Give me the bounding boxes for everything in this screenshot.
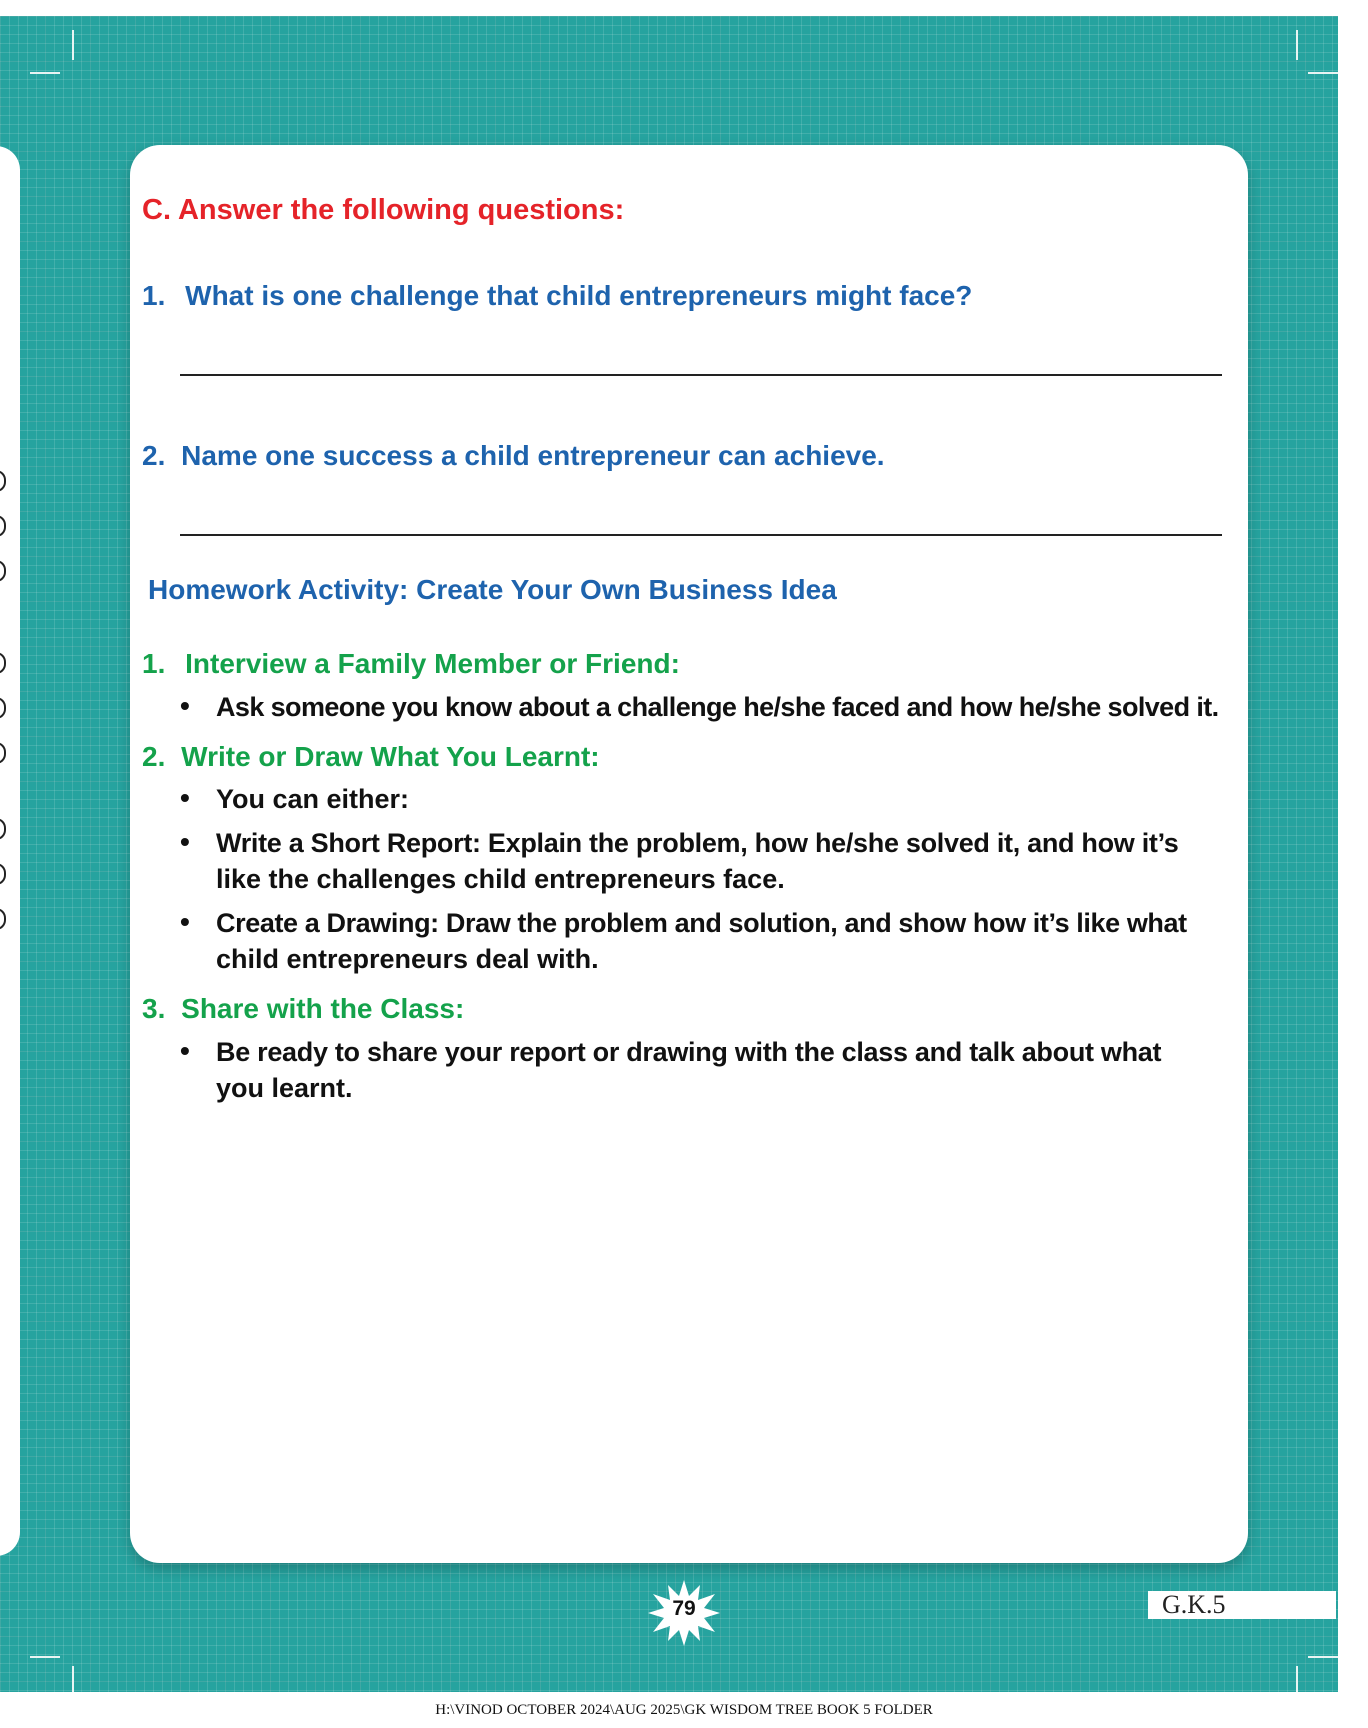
step-number: 3.	[142, 993, 166, 1024]
bullet-icon: •	[180, 782, 190, 813]
question-number: 1.	[142, 280, 166, 311]
crop-mark	[1308, 1656, 1338, 1658]
step-3-bullet-1-line-1: Be ready to share your report or drawing with the class and talk about what	[216, 1037, 1162, 1067]
answer-line-1[interactable]	[180, 374, 1222, 376]
crop-mark	[72, 1666, 74, 1692]
homework-title: Homework Activity: Create Your Own Business Idea	[148, 574, 837, 605]
file-path-footer: H:\VINOD OCTOBER 2024\AUG 2025\GK WISDOM TREE BOOK 5 FOLDER	[435, 1702, 933, 1718]
step-2-bullet-3-line-2: child entrepreneurs deal with.	[216, 944, 599, 974]
question-text: Name one success a child entrepreneur can achieve.	[181, 440, 885, 471]
crop-mark	[1296, 1666, 1298, 1692]
step-1-title	[142, 648, 680, 680]
adjacent-page-edge	[0, 146, 20, 1556]
step-title: Interview a Family Member or Friend:	[185, 648, 680, 679]
crop-mark	[72, 30, 74, 60]
crop-mark	[30, 1656, 60, 1658]
book-label: G.K.5	[1162, 1590, 1226, 1619]
bullet-icon: •	[180, 826, 190, 857]
step-3-bullet-1-line-2: you learnt.	[216, 1073, 353, 1103]
step-3-title	[142, 993, 464, 1025]
crop-mark	[1296, 30, 1298, 60]
step-title: Share with the Class:	[181, 993, 465, 1024]
section-c-heading: C. Answer the following questions:	[142, 194, 625, 226]
step-title: Write or Draw What You Learnt:	[181, 741, 600, 772]
step-number: 2.	[142, 741, 166, 772]
answer-line-2[interactable]	[180, 534, 1222, 536]
question-2	[142, 440, 885, 472]
step-number: 1.	[142, 648, 166, 679]
step-2-bullet-2-line-1: Write a Short Report: Explain the problem, how he/she solved it, and how it’s	[216, 828, 1179, 858]
step-2-bullet-2-line-2: like the challenges child entrepreneurs face.	[216, 864, 785, 894]
step-2-bullet-1: You can either:	[216, 784, 410, 814]
step-2-title	[142, 741, 600, 773]
crop-mark	[30, 72, 60, 74]
page-number: 79	[672, 1597, 696, 1620]
question-text: What is one challenge that child entrepreneurs might face?	[185, 280, 973, 311]
question-1	[142, 280, 972, 312]
step-2-bullet-3-line-1: Create a Drawing: Draw the problem and solution, and show how it’s like what	[216, 908, 1187, 938]
bullet-icon: •	[180, 906, 190, 937]
bullet-icon: •	[180, 1035, 190, 1066]
step-1-bullet-1: Ask someone you know about a challenge he/she faced and how he/she solved it.	[216, 692, 1219, 722]
question-number: 2.	[142, 440, 166, 471]
crop-mark	[1308, 72, 1338, 74]
bullet-icon: •	[180, 690, 190, 721]
